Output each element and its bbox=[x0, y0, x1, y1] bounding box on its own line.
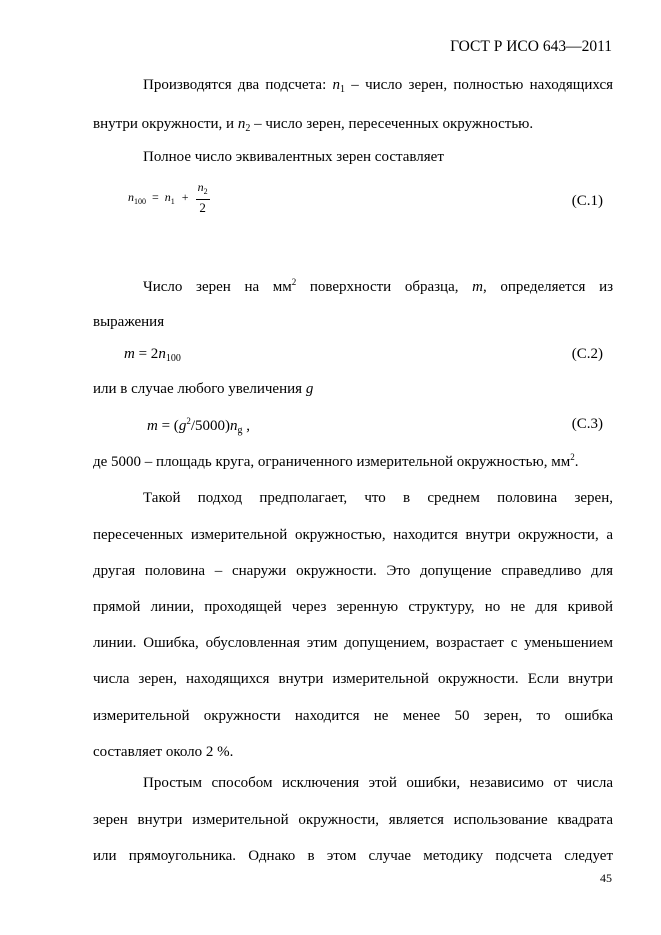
paragraph-line: или в случае любого увеличения g bbox=[93, 381, 314, 397]
paragraph-line: составляет около 2 %. bbox=[93, 744, 234, 760]
paragraph-line: другая половина – снаружи окружности. Это допущение справедливо для bbox=[93, 563, 613, 579]
paragraph-line: линии. Ошибка, обусловленная этим допущением, возрастает с уменьшением bbox=[93, 635, 613, 651]
paragraph-line: или прямоугольника. Однако в этом случае методику подсчета следует bbox=[93, 848, 613, 864]
paragraph-line: числа зерен, находящихся внутри измерительной окружности. Если внутри bbox=[93, 671, 613, 687]
paragraph-line: пересеченных измерительной окружностью, находится внутри окружности, а bbox=[93, 527, 613, 543]
equation-c1: $n_{100} = n_1$ + $\frac{n_2}{2}$ bbox=[128, 180, 208, 215]
paragraph-line: де 5000 – площадь круга, ограниченного измерительной окружностью, $мм^2$. bbox=[93, 452, 579, 470]
equation-c2: $m = 2n_{100}$ bbox=[124, 346, 181, 364]
paragraph-line: Производятся два подсчета: $n_1$ – число зерен, полностью находящихся bbox=[143, 77, 614, 95]
paragraph-line: внутри окружности, и $n_2$ – число зерен, пересеченных окружностью. bbox=[93, 116, 534, 134]
paragraph-line: Простым способом исключения этой ошибки, независимо от числа bbox=[143, 775, 613, 791]
page-number: 45 bbox=[600, 871, 612, 885]
equation-number: (С.1) bbox=[571, 193, 603, 209]
equation-c3: $m = (g^2/5000)n_g$ , bbox=[147, 416, 250, 436]
paragraph-line: зерен внутри измерительной окружности, является использование квадрата bbox=[93, 812, 613, 828]
paragraph-line: измерительной окружности находится не менее 50 зерен, то ошибка bbox=[93, 708, 613, 724]
paragraph-line: Полное число эквивалентных зерен составляет bbox=[143, 149, 444, 165]
paragraph-line: прямой линии, проходящей через зеренную структуру, но не для кривой bbox=[93, 599, 613, 615]
equation-number: (С.3) bbox=[571, 416, 603, 432]
equation-number: (С.2) bbox=[571, 346, 603, 362]
paragraph-line: Такой подход предполагает, что в среднем половина зерен, bbox=[143, 490, 613, 506]
paragraph-line: Число зерен на $мм^2$ поверхности образца, m, определяется из bbox=[143, 277, 614, 295]
fraction: $\frac{n_2}{2}$ bbox=[197, 180, 208, 215]
paragraph-line: выражения bbox=[93, 314, 165, 330]
document-header: ГОСТ Р ИСО 643—2011 bbox=[450, 38, 612, 55]
